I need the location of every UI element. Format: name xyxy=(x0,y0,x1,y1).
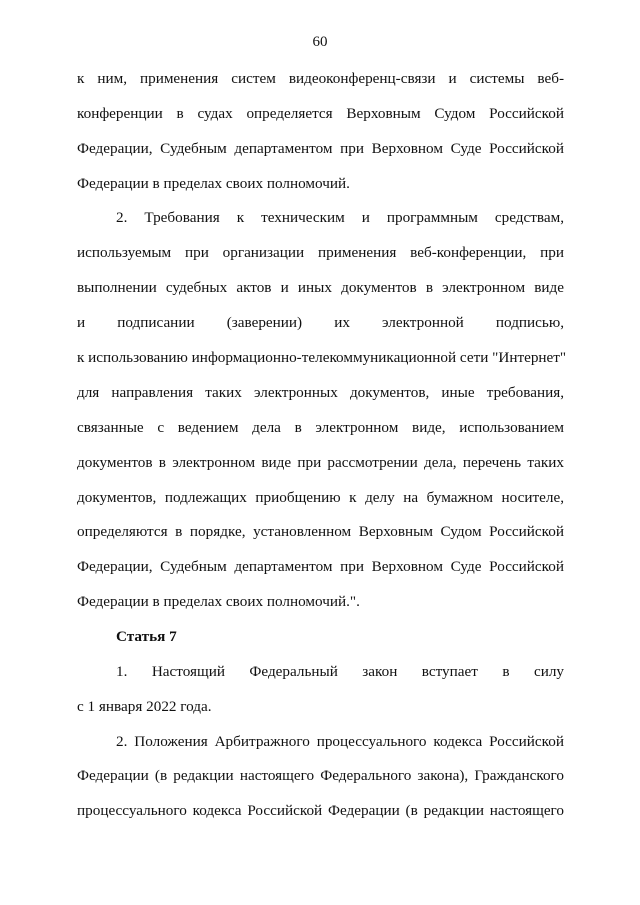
text-line: Федерации, Судебным департаментом при Верховном Суде Российской xyxy=(77,140,564,157)
text-line: к ним, применения систем видеоконференц-связи и системы веб- xyxy=(77,70,564,87)
text-line: 2. Положения Арбитражного процессуального кодекса Российской xyxy=(116,733,564,750)
page-number: 60 xyxy=(312,34,328,50)
text-line: 2. Требования к техническим и программным средствам, xyxy=(116,209,564,226)
text-line: с 1 января 2022 года. xyxy=(77,698,212,715)
text-line: Федерации в пределах своих полномочий.". xyxy=(77,593,360,610)
text-line: определяются в порядке, установленном Верховным Судом Российской xyxy=(77,523,564,540)
text-line: выполнении судебных актов и иных документов в электронном виде xyxy=(77,279,564,296)
text-line: Федерации, Судебным департаментом при Верховном Суде Российской xyxy=(77,558,564,575)
text-line: документов, подлежащих приобщению к делу на бумажном носителе, xyxy=(77,489,564,506)
text-line: Федерации (в редакции настоящего Федерального закона), Гражданского xyxy=(77,767,564,784)
text-line: связанные с ведением дела в электронном виде, использованием xyxy=(77,419,564,436)
text-line: к использованию информационно-телекоммуникационной сети "Интернет" xyxy=(77,349,567,366)
article-heading: Статья 7 xyxy=(116,628,177,645)
text-line: и подписании (заверении) их электронной подписью, xyxy=(77,314,564,331)
text-line: процессуального кодекса Российской Федерации (в редакции настоящего xyxy=(77,802,564,819)
text-line: используемым при организации применения веб-конференции, при xyxy=(77,244,564,261)
text-line: для направления таких электронных документов, иные требования, xyxy=(77,384,564,401)
text-line: конференции в судах определяется Верховным Судом Российской xyxy=(77,105,564,122)
text-line: Федерации в пределах своих полномочий. xyxy=(77,175,350,192)
text-line: документов в электронном виде при рассмотрении дела, перечень таких xyxy=(77,454,564,471)
text-line: 1. Настоящий Федеральный закон вступает в силу xyxy=(116,663,564,680)
